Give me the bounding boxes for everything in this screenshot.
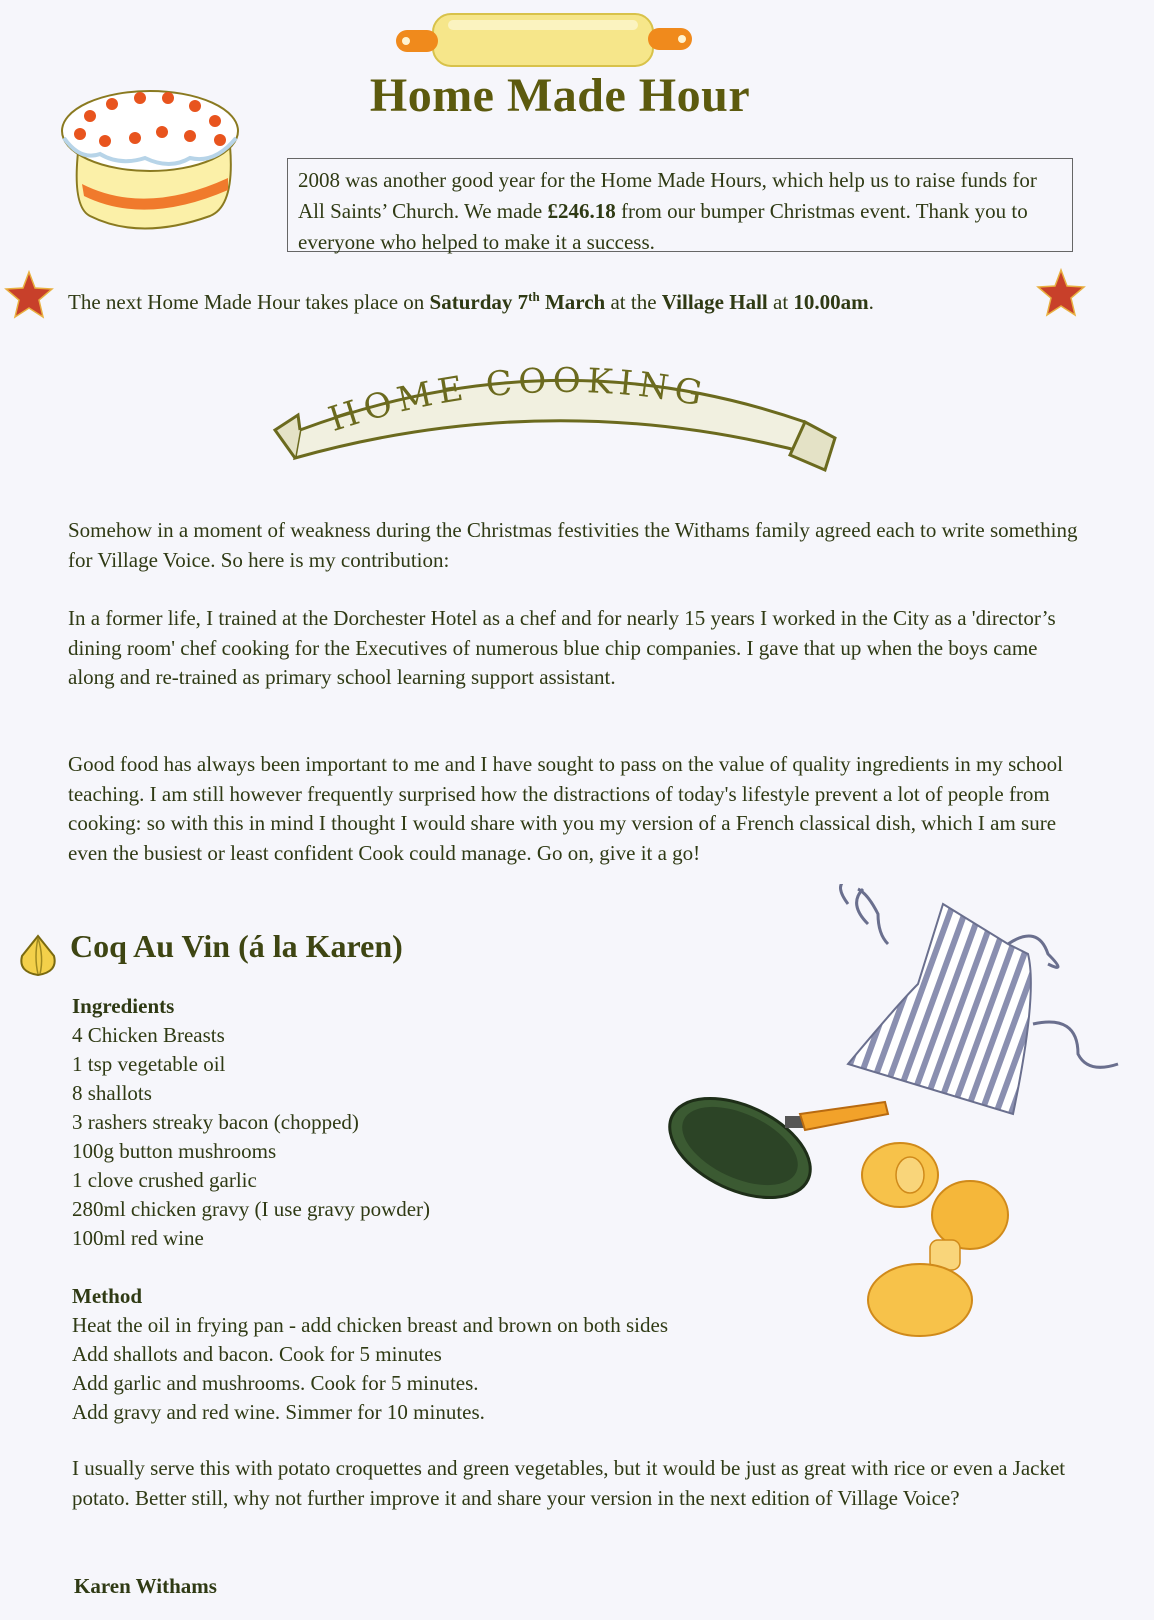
event-end: . bbox=[868, 290, 874, 314]
list-item: 4 Chicken Breasts bbox=[72, 1023, 225, 1047]
list-item: Heat the oil in frying pan - add chicken breast and brown on both sides bbox=[72, 1313, 669, 1337]
event-day-suffix: th bbox=[528, 289, 540, 304]
page-title: Home Made Hour bbox=[369, 69, 751, 122]
rolling-pin-icon bbox=[388, 6, 698, 76]
home-cooking-banner bbox=[270, 360, 840, 490]
list-item: 100g button mushrooms bbox=[72, 1139, 277, 1163]
banner-text: HOME COOKING bbox=[323, 360, 712, 440]
event-venue: Village Hall bbox=[661, 290, 768, 314]
notice-text-1: 2008 was another good year for the Home Made Hours, which help us to raise funds for All Saints’ Church. We made bbox=[298, 168, 1037, 223]
cake-icon bbox=[50, 66, 250, 246]
article-paragraph: Somehow in a moment of weakness during the Christmas festivities the Withams family agreed each to write something for Village Voice. So here is my contribution: bbox=[68, 518, 1078, 572]
method-heading: Method bbox=[72, 1284, 142, 1308]
list-item: Add gravy and red wine. Simmer for 10 minutes. bbox=[72, 1400, 485, 1424]
notice-text-2: from our bumper Christmas event. Thank you to everyone who helped to make it a success. bbox=[298, 199, 1028, 254]
recipe-title: Coq Au Vin (á la Karen) bbox=[70, 928, 403, 964]
list-item: 1 clove crushed garlic bbox=[72, 1168, 257, 1192]
event-at: at bbox=[767, 290, 794, 314]
event-mid: at the bbox=[605, 290, 662, 314]
star-icon bbox=[1036, 268, 1086, 318]
ingredients-heading: Ingredients bbox=[72, 994, 175, 1018]
list-item: 1 tsp vegetable oil bbox=[72, 1052, 226, 1076]
article-paragraph: In a former life, I trained at the Dorchester Hotel as a chef and for nearly 15 years I worked in the City as a 'director’s dining room' chef cooking for the Executives of numerous blue chip companies. I gave that up when the boys came along and re-trained as primary school learning support assistant. bbox=[68, 606, 1056, 689]
next-event-announcement bbox=[68, 282, 1058, 317]
star-icon bbox=[4, 270, 54, 320]
notice-amount: £246.18 bbox=[547, 199, 616, 223]
onion-icon bbox=[16, 932, 60, 978]
article-paragraph: I usually serve this with potato croquettes and green vegetables, but it would be just as great with rice or even a Jacket potato. Better still, why not further improve it and share your version in the next edition of Village Voice? bbox=[72, 1456, 1066, 1510]
ingredients-list bbox=[72, 992, 692, 1253]
event-month: March bbox=[539, 290, 606, 314]
list-item: 100ml red wine bbox=[72, 1226, 204, 1250]
event-day: Saturday 7 bbox=[429, 290, 529, 314]
event-time: 10.00am bbox=[793, 290, 869, 314]
list-item: Add garlic and mushrooms. Cook for 5 minutes. bbox=[72, 1371, 479, 1395]
method-list bbox=[72, 1282, 832, 1427]
article-paragraph: Good food has always been important to me and I have sought to pass on the value of quality ingredients in my school teaching. I am still however frequently surprised how the distractions of today's lifestyle prevent a lot of people from cooking: so with this in mind I thought I would share with you my version of a French classical dish, which I am sure even the busiest or least confident Cook could manage. Go on, give it a go! bbox=[68, 752, 1063, 865]
mushrooms-icon bbox=[860, 1130, 1030, 1340]
fundraising-notice bbox=[287, 158, 1073, 252]
event-prefix: The next Home Made Hour takes place on bbox=[68, 290, 430, 314]
author-signature: Karen Withams bbox=[74, 1574, 217, 1598]
list-item: 280ml chicken gravy (I use gravy powder) bbox=[72, 1197, 431, 1221]
list-item: Add shallots and bacon. Cook for 5 minutes bbox=[72, 1342, 442, 1366]
list-item: 8 shallots bbox=[72, 1081, 152, 1105]
frying-pan-icon bbox=[660, 1088, 890, 1218]
list-item: 3 rashers streaky bacon (chopped) bbox=[72, 1110, 359, 1134]
